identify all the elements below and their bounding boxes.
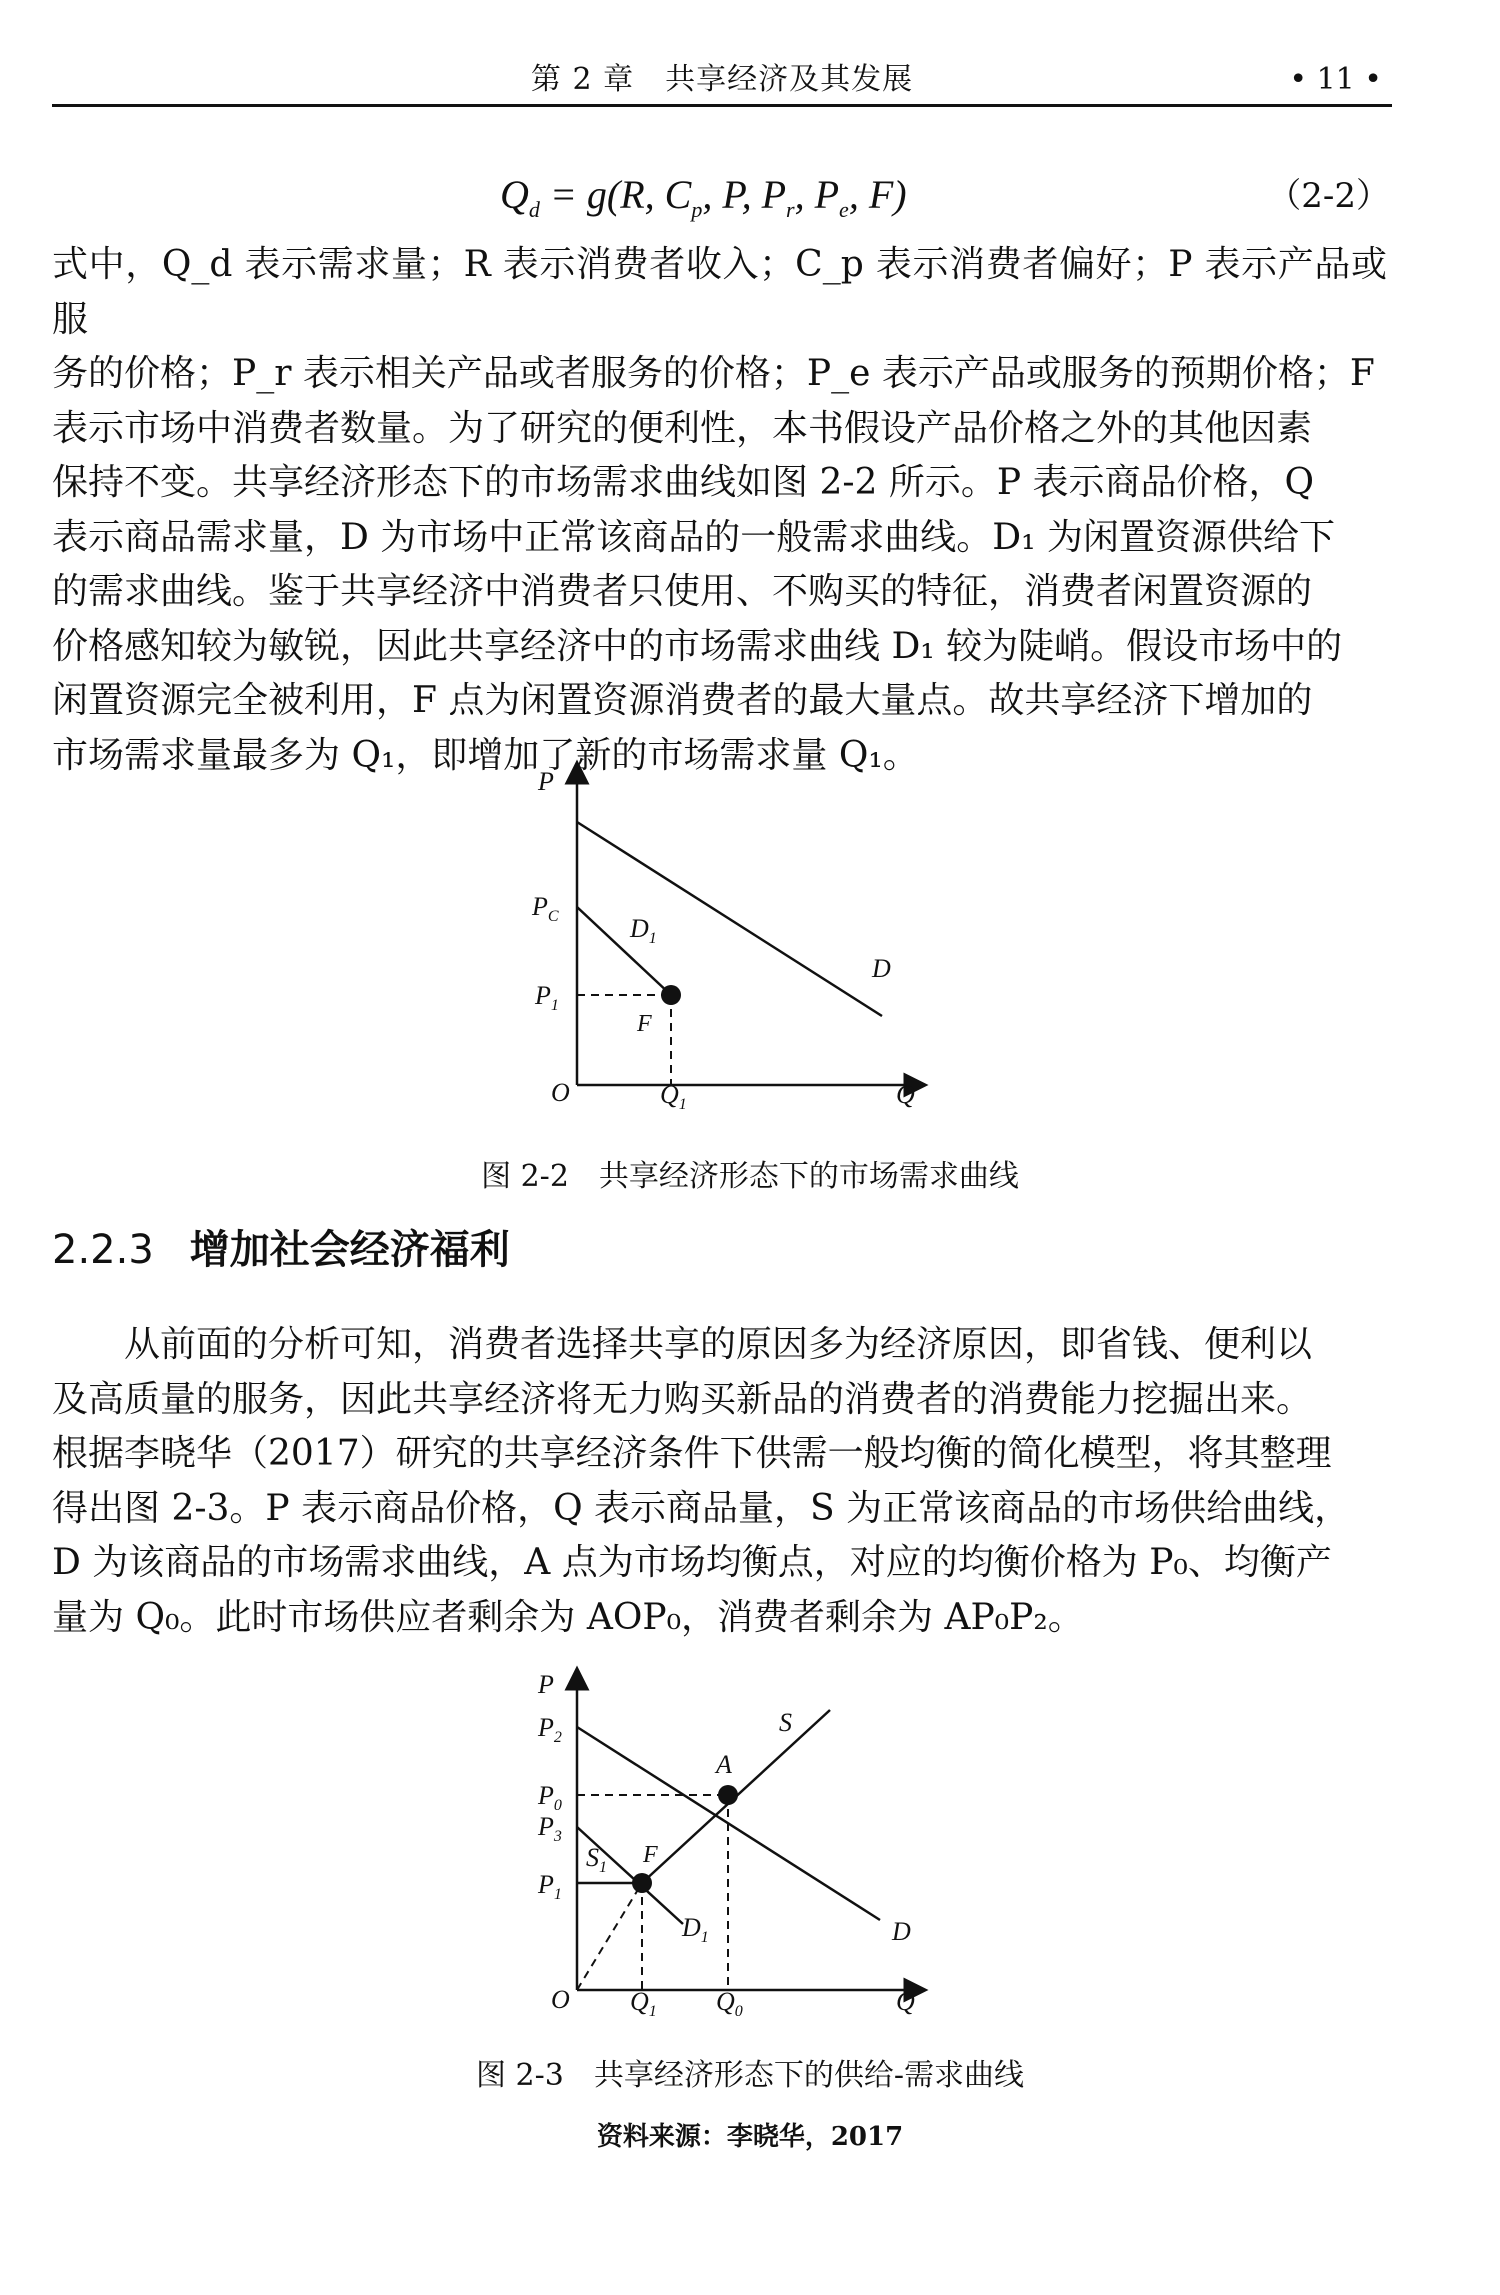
fig1-label-origin: O [551, 1078, 570, 1107]
fig2-label-origin: O [551, 1985, 570, 2014]
para1-line: 表示市场中消费者数量。为了研究的便利性，本书假设产品价格之外的其他因素 [52, 407, 1313, 449]
fig2-label-s1: $S_1$ [586, 1843, 607, 1876]
fig2-label-s: S [779, 1708, 792, 1737]
fig1-demand-curve-d1 [577, 907, 671, 995]
fig2-label-p0: $P_0$ [538, 1781, 562, 1814]
para2-line: 得出图 2-3。P 表示商品价格，Q 表示商品量，S 为正常该商品的市场供给曲线， [52, 1487, 1351, 1529]
fig1-point-f [661, 985, 681, 1005]
fig2-label-d1: $D_1$ [682, 1913, 709, 1946]
fig2-label-q: Q [896, 1987, 915, 2016]
para1-line: 的需求曲线。鉴于共享经济中消费者只使用、不购买的特征，消费者闲置资源的 [52, 571, 1313, 612]
fig1-label-pc: $P_C$ [532, 892, 559, 925]
fig2-label-a: A [716, 1750, 732, 1779]
fig2-label-d: D [892, 1917, 911, 1946]
fig2-label-q1: $Q_1$ [630, 1987, 657, 2020]
fig2-label-p3: $P_3$ [538, 1812, 562, 1845]
fig2-point-f [632, 1873, 652, 1893]
fig2-label-q0: $Q_0$ [716, 1987, 743, 2020]
fig2-curve-s1-d1 [577, 1827, 683, 1924]
fig1-label-d1: $D_1$ [630, 914, 657, 947]
fig1-label-q1: $Q_1$ [660, 1080, 687, 1113]
para1-line: 市场需求量最多为 Q₁，即增加了新的市场需求量 Q₁。 [52, 734, 919, 776]
page-number: • 11 • [1289, 62, 1382, 97]
section-title: 增加社会经济福利 [189, 1227, 510, 1273]
para2-line: 量为 Q₀。此时市场供应者剩余为 AOP₀，消费者剩余为 AP₀P₂。 [52, 1596, 1084, 1638]
para1-line: 保持不变。共享经济形态下的市场需求曲线如图 2-2 所示。P 表示商品价格，Q [52, 462, 1315, 503]
para1-line: 务的价格；P_r 表示相关产品或者服务的价格；P_e 表示产品或服务的预期价格；F [52, 353, 1375, 394]
section-heading [52, 1222, 510, 1278]
fig1-label-p1: $P_1$ [535, 981, 559, 1014]
formula-2-2: $Q_d = g(R$, $C_p$, P, $P_r$, $P_e$, F) [500, 172, 907, 222]
figure-2-2-caption: 图 2-2 共享经济形态下的市场需求曲线 [481, 1159, 1019, 1194]
para1-line: 式中，Q_d 表示需求量；R 表示消费者收入；C_p 表示消费者偏好；P 表示产品或服 [52, 244, 1387, 340]
fig2-label-p2: $P_2$ [538, 1713, 562, 1746]
para2-line: 从前面的分析可知，消费者选择共享的原因多为经济原因，即省钱、便利以 [124, 1324, 1313, 1365]
equation-number: （2-2） [1267, 176, 1390, 216]
figure-source-note: 资料来源：李晓华，2017 [596, 2122, 904, 2152]
para1-line: 价格感知较为敏锐，因此共享经济中的市场需求曲线 D₁ 较为陡峭。假设市场中的 [52, 625, 1343, 667]
fig2-point-a [718, 1785, 738, 1805]
chapter-title: 第 2 章 共享经济及其发展 [530, 62, 914, 97]
fig2-label-f: F [643, 1842, 658, 1868]
figure-2-3-caption: 图 2-3 共享经济形态下的供给-需求曲线 [476, 2058, 1024, 2093]
fig1-label-d: D [872, 954, 891, 983]
fig2-origin-dashed [577, 1883, 642, 1990]
fig1-label-f: F [637, 1011, 652, 1037]
fig1-label-p: P [538, 767, 554, 796]
fig2-label-p1: $P_1$ [538, 1870, 562, 1903]
para2-line: 及高质量的服务，因此共享经济将无力购买新品的消费者的消费能力挖掘出来。 [52, 1378, 1313, 1420]
section-number: 2.2.3 [52, 1227, 154, 1273]
fig2-label-p: P [538, 1670, 554, 1699]
fig1-demand-curve-d [577, 822, 882, 1016]
para1-line: 闲置资源完全被利用，F 点为闲置资源消费者的最大量点。故共享经济下增加的 [52, 680, 1313, 721]
paragraph-welfare [52, 1318, 1387, 1645]
fig1-label-q: Q [896, 1080, 915, 1109]
para2-line: 根据李晓华（2017）研究的共享经济条件下供需一般均衡的简化模型，将其整理 [52, 1433, 1332, 1474]
para1-line: 表示商品需求量，D 为市场中正常该商品的一般需求曲线。D₁ 为闲置资源供给下 [52, 516, 1336, 558]
para2-line: D 为该商品的市场需求曲线，A 点为市场均衡点，对应的均衡价格为 P₀、均衡产 [52, 1542, 1332, 1583]
